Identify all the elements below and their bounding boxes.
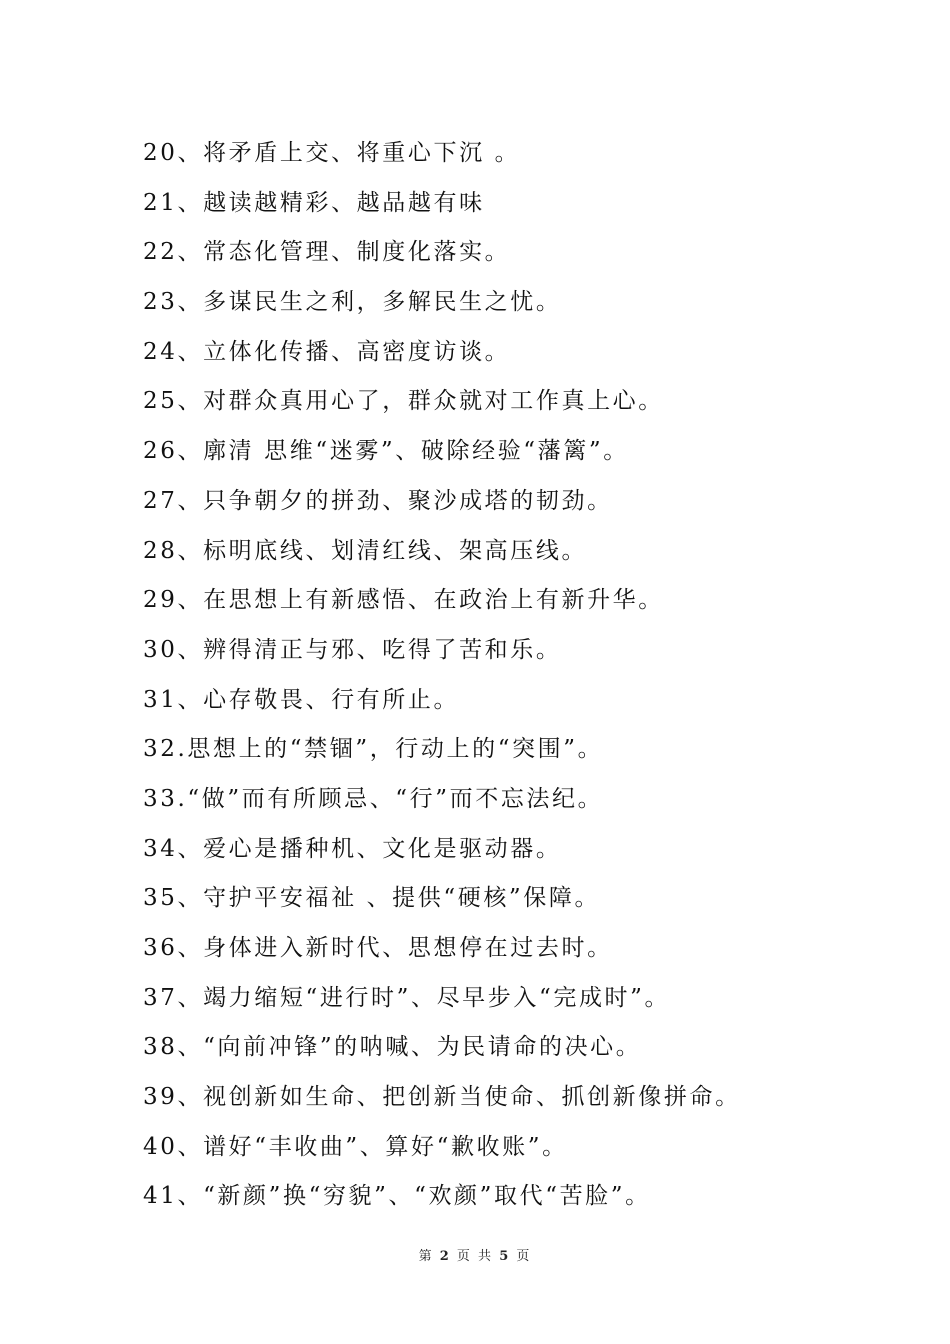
list-item: 23、多谋民生之利，多解民生之忧。 <box>143 289 562 316</box>
list-item: 31、心存敬畏、行有所止。 <box>143 686 460 713</box>
list-item: 20、将矛盾上交、将重心下沉 。 <box>143 140 521 166</box>
current-page-number: 2 <box>439 1249 451 1264</box>
list-item: 21、越读越精彩、越品越有味 <box>143 189 485 216</box>
slogan-list <box>143 131 923 1224</box>
list-item: 38、“向前冲锋”的呐喊、为民请命的决心。 <box>143 1034 642 1061</box>
list-item: 35、守护平安福祉 、提供“硬核”保障。 <box>143 885 601 912</box>
list-item: 26、廓清 思维“迷雾”、破除经验“藩篱”。 <box>143 438 629 465</box>
list-item: 25、对群众真用心了，群众就对工作真上心。 <box>143 388 664 415</box>
list-item: 27、只争朝夕的拼劲、聚沙成塔的韧劲。 <box>143 487 613 514</box>
list-item: 30、辨得清正与邪、吃得了苦和乐。 <box>143 636 562 663</box>
list-item: 33.“做”而有所顾忌、“行”而不忘法纪。 <box>143 785 604 812</box>
list-item: 32.思想上的“禁锢”，行动上的“突围”。 <box>143 736 604 763</box>
footer-middle: 页 共 <box>456 1249 494 1264</box>
list-item: 40、谱好“丰收曲”、算好“歉收账”。 <box>143 1133 568 1160</box>
list-item: 37、竭力缩短“进行时”、尽早步入“完成时”。 <box>143 984 671 1011</box>
list-item: 41、“新颜”换“穷貌”、“欢颜”取代“苦脸”。 <box>143 1183 651 1210</box>
list-item: 22、常态化管理、制度化落实。 <box>143 239 511 266</box>
page-footer <box>0 1245 950 1264</box>
list-item: 28、标明底线、划清红线、架高压线。 <box>143 537 588 564</box>
list-item: 39、视创新如生命、把创新当使命、抓创新像拼命。 <box>143 1084 741 1111</box>
list-item: 24、立体化传播、高密度访谈。 <box>143 338 511 365</box>
footer-prefix: 第 <box>418 1249 434 1264</box>
total-page-count: 5 <box>499 1249 511 1264</box>
footer-suffix: 页 <box>516 1249 532 1264</box>
list-item: 36、身体进入新时代、思想停在过去时。 <box>143 935 613 961</box>
list-item: 29、在思想上有新感悟、在政治上有新升华。 <box>143 587 664 614</box>
list-item: 34、爱心是播种机、文化是驱动器。 <box>143 835 562 862</box>
